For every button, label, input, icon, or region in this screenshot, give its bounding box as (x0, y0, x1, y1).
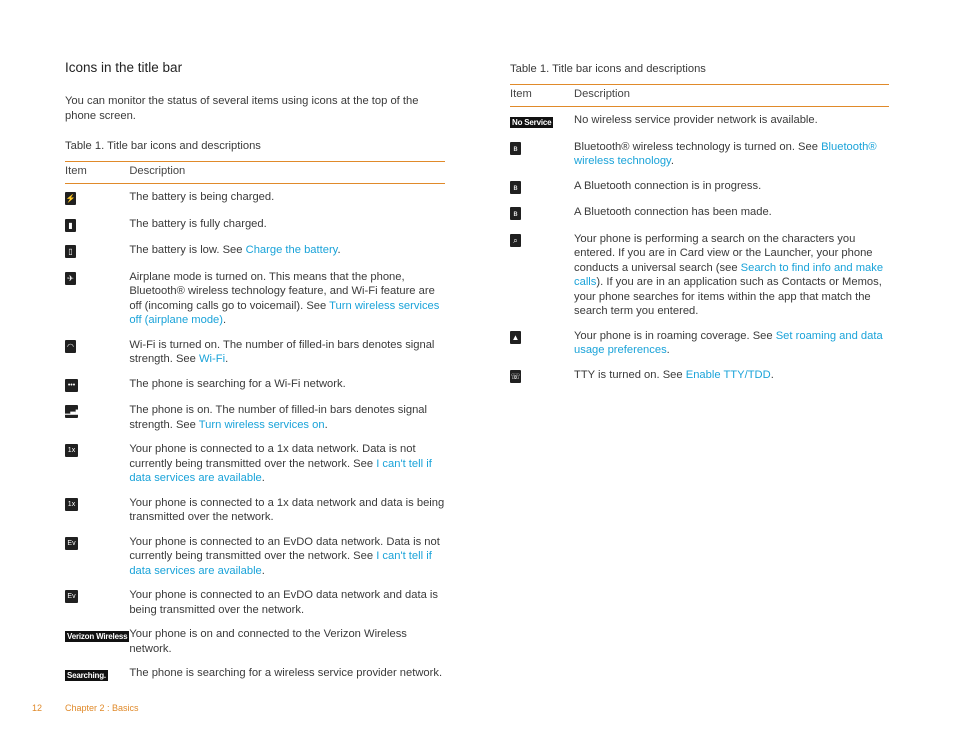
table-body (510, 107, 889, 389)
column-header-description: Description (129, 162, 445, 184)
description-text-end: . (261, 472, 265, 484)
description-text: Your phone is on and connected to the Verizon Wireless network. (129, 628, 407, 655)
icons-table-right (510, 84, 889, 388)
item-cell (65, 264, 129, 332)
column-header-description: Description (574, 85, 889, 107)
description-text: The battery is being charged. (129, 191, 275, 203)
item-cell (65, 332, 129, 371)
table-row (65, 490, 445, 529)
description-text: Wi-Fi is turned on. The number of filled-in bars denotes signal strength. See (129, 338, 435, 365)
description-cell (574, 226, 889, 323)
wifi-icon: ◠ (65, 340, 76, 353)
description-text: Airplane mode is turned on. This means that the phone, Bluetooth® wireless technology feature, and Wi-Fi feature are off (incoming calls go to voicemail). See (129, 270, 435, 312)
table-header-row (65, 162, 445, 184)
description-text: A Bluetooth connection has been made. (574, 206, 772, 218)
cross-reference-link[interactable]: Bluetooth® wireless technology (574, 140, 877, 167)
item-cell (510, 199, 574, 226)
description-text-end: . (666, 344, 670, 356)
evdo-active-icon: Ev (65, 590, 78, 603)
cross-reference-link[interactable]: Search to find info and make calls (574, 261, 884, 288)
verizon-wireless-badge: Verizon Wireless (67, 632, 128, 641)
description-text: Your phone is in roaming coverage. See (574, 329, 776, 342)
roaming-icon: ▲ (511, 332, 520, 342)
chapter-label: Chapter 2 : Basics (65, 703, 139, 713)
battery-full-icon: ▮ (65, 219, 76, 232)
description-text: The battery is fully charged. (129, 217, 267, 230)
item-cell (65, 397, 129, 436)
battery-charging-icon: ⚡ (65, 194, 76, 203)
table-caption: Table 1. Title bar icons and descriptions (65, 140, 261, 152)
cross-reference-link[interactable]: I can't tell if data services are available (129, 550, 432, 577)
signal-bars-icon: ▁▃▅ (65, 405, 78, 418)
description-cell (574, 107, 889, 134)
wifi-searching-icon: ••• (65, 379, 78, 392)
description-text: The phone is searching for a wireless service provider network. (129, 667, 443, 679)
description-cell (129, 436, 445, 490)
table-row (510, 226, 889, 323)
item-cell (510, 107, 574, 134)
description-text-end: . (337, 244, 341, 256)
description-text-end: ). If you are in an application such as Contacts or Memos, your phone searches for items within the app that match the search term you entered. (574, 276, 882, 317)
cross-reference-link[interactable]: Charge the battery (245, 244, 338, 256)
description-text: TTY is turned on. See (574, 368, 686, 381)
description-text: A Bluetooth connection is in progress. (574, 179, 762, 192)
table-row (65, 660, 445, 687)
description-cell (574, 323, 889, 362)
description-text: Bluetooth® wireless technology is turned on. See (574, 140, 822, 153)
description-text-end: . (770, 368, 774, 381)
description-cell (574, 362, 889, 389)
table-row (65, 211, 445, 238)
item-cell (510, 173, 574, 200)
column-header-item: Item (510, 85, 574, 107)
evdo-idle-icon: Ev (65, 537, 78, 550)
table-row (65, 436, 445, 490)
description-cell (129, 621, 445, 660)
no-service-badge: No Service (512, 118, 552, 127)
cross-reference-link[interactable]: Wi-Fi (198, 353, 226, 365)
description-cell (129, 371, 445, 398)
page-number: 12 (32, 703, 43, 713)
description-text: Your phone is performing a search on the characters you entered. If you are in Card view or the Launcher, your phone conducts a universal search (see (574, 232, 873, 274)
description-text: The phone is on. The number of filled-in bars denotes signal strength. See (129, 404, 427, 431)
item-cell (65, 529, 129, 583)
description-text: Your phone is connected to a 1x data network. Data is not currently being transmitted over the network. See (129, 443, 416, 470)
column-header-item: Item (65, 162, 129, 184)
description-cell (129, 582, 445, 621)
table-row (65, 397, 445, 436)
cross-reference-link[interactable]: Set roaming and data usage preferences (574, 329, 883, 356)
table-row (510, 134, 889, 173)
item-cell (65, 660, 129, 687)
1x-idle-icon: 1x (65, 444, 78, 457)
1x-active-icon: 1x (65, 498, 78, 511)
description-text: No wireless service provider network is available. (574, 114, 818, 126)
searching-badge: Searching. (67, 671, 106, 680)
description-cell (129, 529, 445, 583)
bluetooth-connected-icon: ʙ (510, 207, 521, 220)
item-cell (510, 134, 574, 173)
description-text-end: . (670, 155, 674, 167)
cross-reference-link[interactable]: I can't tell if data services are available (129, 457, 432, 484)
description-cell (129, 211, 445, 238)
table-header-row (510, 85, 889, 107)
table-row (65, 184, 445, 211)
search-icon: ⌕ (510, 234, 521, 247)
item-cell (510, 362, 574, 389)
table-row (65, 621, 445, 660)
item-cell (65, 621, 129, 660)
item-cell (510, 226, 574, 323)
description-cell (129, 490, 445, 529)
item-cell (65, 237, 129, 264)
description-text-end: . (225, 353, 229, 365)
table-row (510, 323, 889, 362)
description-cell (574, 199, 889, 226)
description-text-end: . (261, 564, 265, 577)
table-row (65, 371, 445, 398)
bluetooth-connecting-icon: ʙ (510, 181, 521, 194)
table-caption: Table 1. Title bar icons and descriptions (510, 63, 706, 75)
table-row (65, 332, 445, 371)
cross-reference-link[interactable]: Turn wireless services off (airplane mode) (129, 299, 440, 326)
cross-reference-link[interactable]: Enable TTY/TDD (685, 368, 771, 381)
table-row (510, 199, 889, 226)
table-row (510, 173, 889, 200)
item-cell (65, 371, 129, 398)
table-row (65, 237, 445, 264)
intro-paragraph: You can monitor the status of several items using icons at the top of the phone screen. (65, 95, 419, 122)
item-cell (65, 490, 129, 529)
bluetooth-on-icon: ʙ (510, 142, 521, 155)
table-row (510, 107, 889, 134)
item-cell (65, 436, 129, 490)
description-cell (129, 332, 445, 371)
table-row (510, 362, 889, 389)
item-cell (65, 211, 129, 238)
cross-reference-link[interactable]: Turn wireless services on (198, 418, 325, 431)
item-cell (65, 184, 129, 211)
description-text: The phone is searching for a Wi-Fi network. (129, 377, 346, 390)
icons-table-left (65, 161, 445, 687)
description-text: Your phone is connected to an EvDO data network. Data is not currently being transmitted over the network. See (129, 535, 440, 562)
description-text: The battery is low. See (129, 244, 246, 256)
description-cell (574, 173, 889, 200)
battery-low-icon: ▯ (65, 245, 76, 258)
description-cell (129, 660, 445, 687)
description-cell (129, 397, 445, 436)
description-text: Your phone is connected to a 1x data network and data is being transmitted over the network. (129, 496, 445, 523)
table-row (65, 264, 445, 332)
table-row (65, 529, 445, 583)
description-cell (574, 134, 889, 173)
item-cell (65, 582, 129, 621)
description-cell (129, 237, 445, 264)
section-heading: Icons in the title bar (65, 60, 183, 75)
table-row (65, 582, 445, 621)
description-cell (129, 264, 445, 332)
description-text-end: . (223, 314, 227, 326)
table-body (65, 184, 445, 687)
item-cell (510, 323, 574, 362)
description-cell (129, 184, 445, 211)
airplane-icon: ✈ (65, 272, 76, 285)
tty-icon: ☏ (510, 371, 521, 381)
description-text: Your phone is connected to an EvDO data network and data is being transmitted over the network. (129, 589, 439, 616)
description-text-end: . (324, 418, 328, 431)
